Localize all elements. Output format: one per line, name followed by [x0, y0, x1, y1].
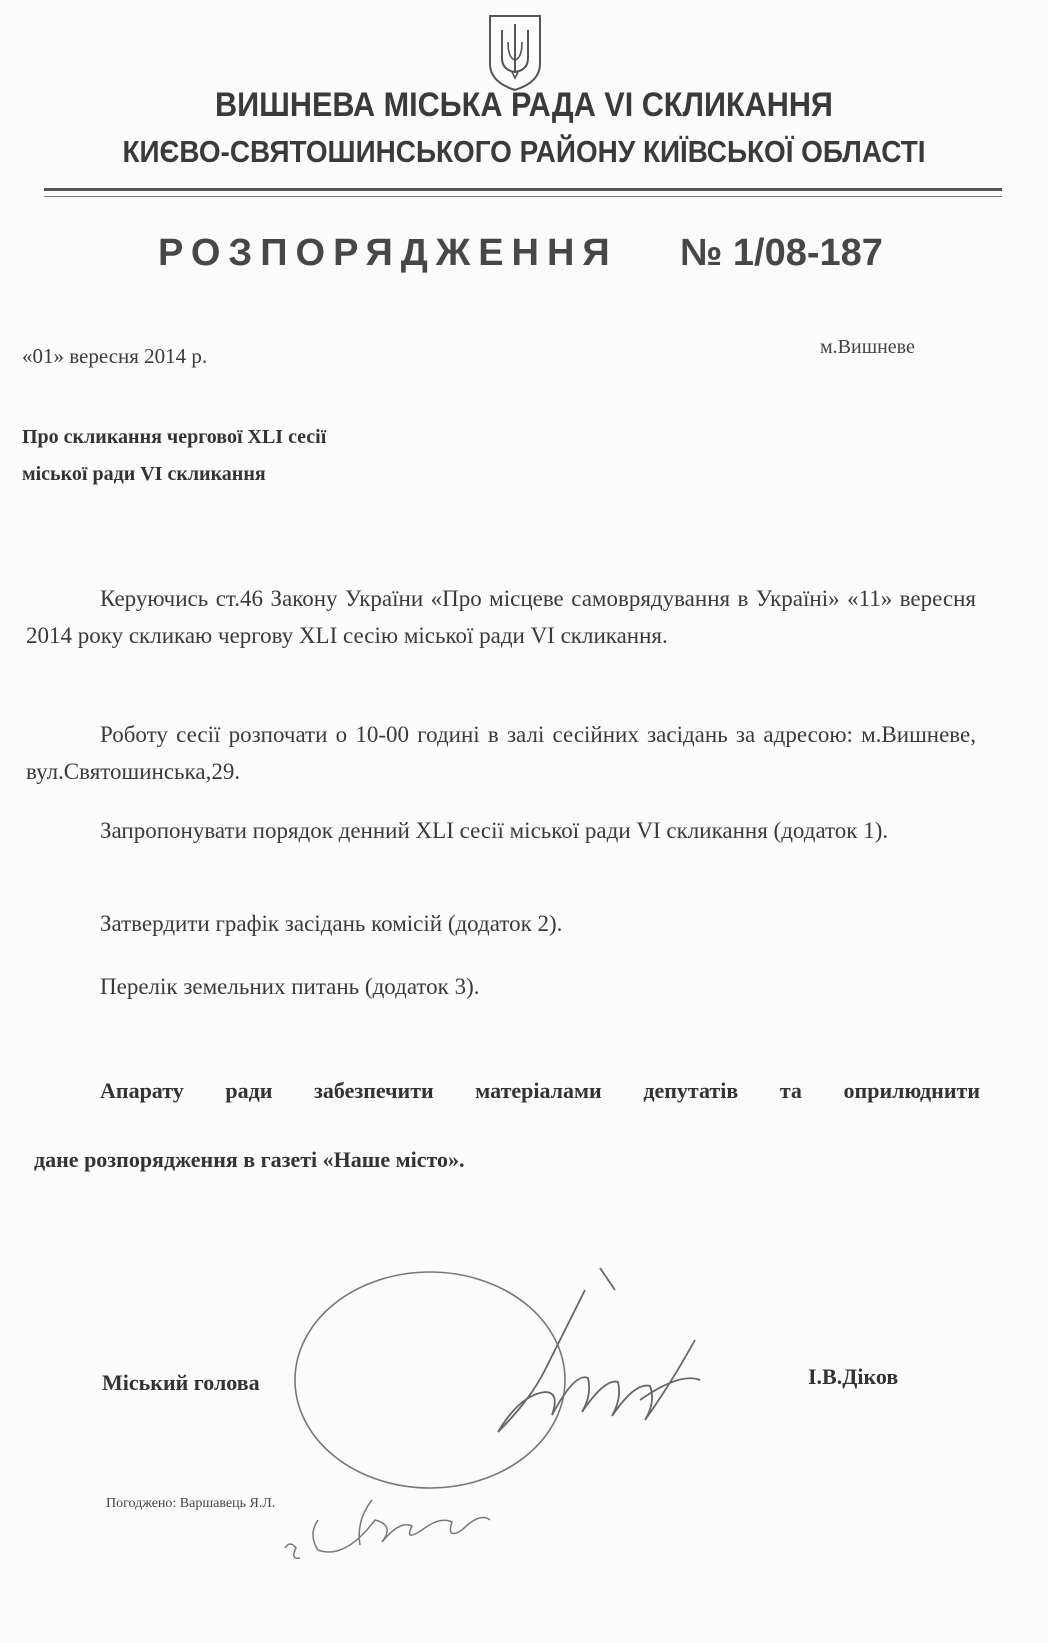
- header-divider: [44, 188, 1002, 197]
- body-paragraph: Затвердити графік засідань комісій (додаток 2).: [100, 911, 563, 936]
- mayor-signature: [498, 1268, 700, 1432]
- instruction-line: дане розпорядження в газеті «Наше місто».: [34, 1147, 465, 1172]
- trident-emblem-icon: [484, 12, 546, 92]
- instruction-line: Апарату ради забезпечити матеріалами депутатів та оприлюднити: [100, 1078, 980, 1103]
- signatory-title: Міський голова: [102, 1370, 260, 1395]
- body-paragraph: Роботу сесії розпочати о 10-00 годині в залі сесійних засідань за адресою: м.Вишневе, вул.Святошинська,29.: [26, 722, 976, 784]
- subject-line: міської ради VI скликання: [22, 463, 266, 485]
- organization-name: ВИШНЕВА МІСЬКА РАДА VI СКЛИКАННЯ: [215, 86, 833, 124]
- agreed-by-note: Погоджено: Варшавець Я.Л.: [106, 1496, 276, 1511]
- signatory-name: І.В.Діков: [808, 1364, 899, 1389]
- body-paragraph: Перелік земельних питань (додаток 3).: [100, 974, 480, 999]
- decree-date: «01» вересня 2014 р.: [22, 344, 208, 368]
- body-paragraph: Запропонувати порядок денний XLI сесії міської ради VI скликання (додаток 1).: [100, 818, 889, 843]
- decree-number: № 1/08-187: [680, 232, 883, 274]
- decree-title: РОЗПОРЯДЖЕННЯ: [158, 232, 618, 274]
- decree-place: м.Вишневе: [820, 336, 915, 358]
- stamp-outline: [295, 1272, 565, 1488]
- organization-region: КИЄВО-СВЯТОШИНСЬКОГО РАЙОНУ КИЇВСЬКОЇ ОБЛАСТІ: [122, 134, 926, 169]
- subject-line: Про скликання чергової XLI сесії: [22, 426, 327, 448]
- approval-signature: [285, 1500, 490, 1558]
- body-paragraph: Керуючись ст.46 Закону України «Про місцеве самоврядування в Україні» «11» вересня 2014 року скликаю чергову XLI сесію міської ради VI скликання.: [26, 586, 976, 648]
